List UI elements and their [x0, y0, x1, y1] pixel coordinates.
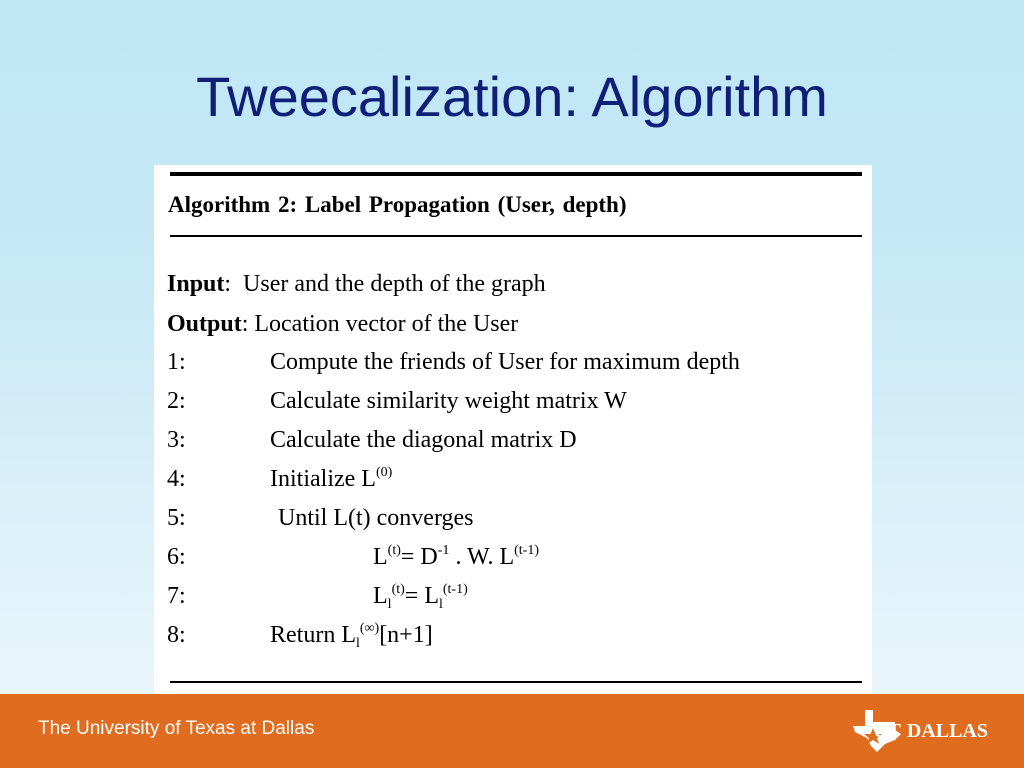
step-text: Compute the friends of User for maximum depth — [270, 349, 740, 375]
step-number: 7: — [167, 583, 186, 609]
formula-superscript: (t) — [391, 582, 405, 597]
formula-superscript: (t-1) — [442, 582, 468, 597]
formula-part: = L — [404, 583, 439, 609]
heading-rule — [170, 235, 862, 237]
step-formula — [373, 581, 468, 611]
formula-subscript: l — [438, 597, 443, 612]
step-text: Calculate the diagonal matrix D — [270, 427, 577, 453]
formula-subscript: l — [355, 636, 360, 651]
output-label: Output — [167, 311, 242, 337]
step-superscript: (0) — [375, 465, 393, 480]
step-text: Until L(t) converges — [278, 505, 474, 531]
output-line — [167, 309, 518, 339]
slide-title: Tweecalization: Algorithm — [196, 65, 828, 128]
university-name: The University of Texas at Dallas — [38, 718, 315, 739]
step-formula — [270, 620, 433, 650]
bottom-rule — [170, 681, 862, 683]
input-label: Input — [167, 271, 225, 297]
step-number: 2: — [167, 388, 186, 414]
step-number: 5: — [167, 505, 186, 531]
top-rule — [170, 172, 862, 176]
formula-part: = D — [400, 544, 438, 570]
input-text: : User and the depth of the graph — [224, 271, 546, 297]
step-number: 3: — [167, 427, 186, 453]
algorithm-heading: Algorithm 2: Label Propagation (User, depth) — [168, 192, 627, 217]
formula-part: [n+1] — [379, 622, 433, 648]
step-number: 6: — [167, 544, 186, 570]
step-number: 4: — [167, 466, 186, 492]
formula-part: L — [373, 583, 388, 609]
footer-bar — [0, 694, 1024, 768]
output-text: : Location vector of the User — [241, 311, 519, 337]
formula-part: Return L — [270, 622, 356, 648]
formula-superscript: -1 — [437, 543, 450, 558]
formula-superscript: (t) — [387, 543, 401, 558]
utd-logo — [851, 708, 988, 754]
input-line — [167, 269, 546, 299]
formula-part: . W. L — [449, 544, 515, 570]
formula-subscript: l — [387, 597, 392, 612]
logo-ut: UT — [873, 719, 901, 742]
algorithm-box — [154, 165, 872, 694]
step-formula — [373, 542, 539, 572]
step-number: 1: — [167, 349, 186, 375]
formula-superscript: (∞) — [359, 621, 380, 636]
step-text-main: Initialize L — [270, 466, 376, 492]
step-text: Calculate similarity weight matrix W — [270, 388, 627, 414]
formula-superscript: (t-1) — [514, 543, 540, 558]
step-text — [270, 464, 392, 494]
logo-dallas: DALLAS — [906, 719, 988, 742]
step-number: 8: — [167, 622, 186, 648]
formula-part: L — [373, 544, 388, 570]
